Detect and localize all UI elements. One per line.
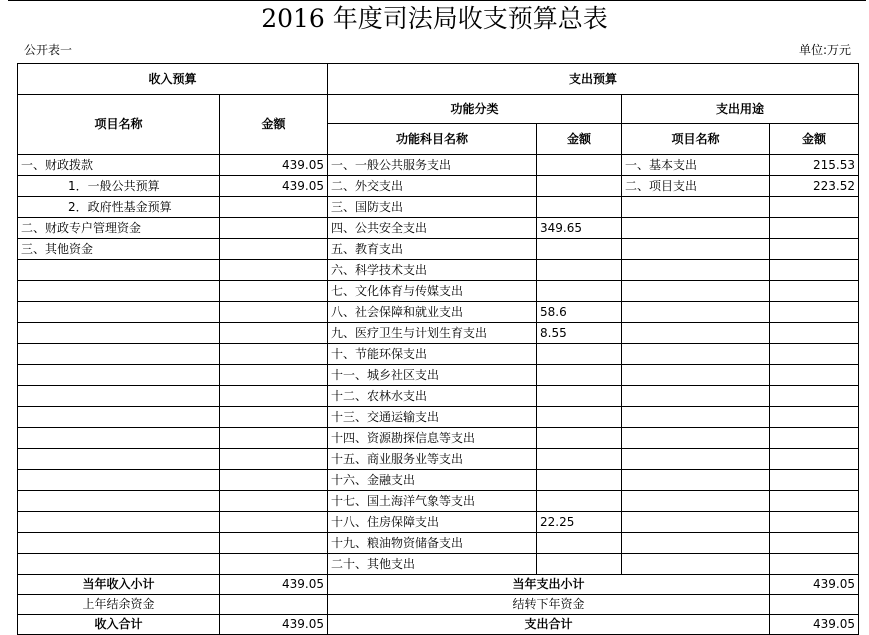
purpose-item-name-cell — [622, 281, 770, 302]
income-item-name-cell — [18, 407, 220, 428]
income-item-name-cell — [18, 344, 220, 365]
purpose-item-name-cell — [622, 260, 770, 281]
income-subtotal-value: 439.05 — [220, 575, 328, 595]
prior-balance-value — [220, 595, 328, 615]
table-row — [18, 386, 859, 407]
func-amount-cell — [537, 386, 622, 407]
purpose-item-name-cell — [622, 302, 770, 323]
income-amount-cell — [220, 470, 328, 491]
func-amount-cell — [537, 155, 622, 176]
table-row — [18, 323, 859, 344]
unit-note: 单位:万元 — [798, 43, 851, 57]
func-amount-cell — [537, 281, 622, 302]
func-subject-name-cell: 十七、国土海洋气象等支出 — [328, 491, 537, 512]
table-row — [18, 218, 859, 239]
func-amount-cell — [537, 470, 622, 491]
purpose-amount-cell — [770, 386, 859, 407]
func-amount-cell — [537, 533, 622, 554]
purpose-item-name-cell: 一、基本支出 — [622, 155, 770, 176]
expense-subtotal-label: 当年支出小计 — [328, 575, 770, 595]
purpose-amount-cell — [770, 554, 859, 575]
purpose-amount-cell — [770, 449, 859, 470]
purpose-item-name-cell — [622, 449, 770, 470]
table-row — [18, 281, 859, 302]
func-amount-cell — [537, 260, 622, 281]
budget-summary-table — [17, 63, 859, 635]
income-amount-cell — [220, 239, 328, 260]
expense-total-value: 439.05 — [770, 615, 859, 635]
functional-class-header: 功能分类 — [328, 95, 622, 124]
purpose-item-name-cell — [622, 344, 770, 365]
func-amount-cell: 8.55 — [537, 323, 622, 344]
table-row — [18, 491, 859, 512]
purpose-amount-cell — [770, 491, 859, 512]
func-subject-name-header: 功能科目名称 — [328, 124, 537, 155]
income-item-name-cell — [18, 470, 220, 491]
purpose-amount-cell — [770, 260, 859, 281]
func-subject-name-cell: 五、教育支出 — [328, 239, 537, 260]
func-amount-cell — [537, 428, 622, 449]
purpose-item-name-cell — [622, 407, 770, 428]
func-subject-name-cell: 十、节能环保支出 — [328, 344, 537, 365]
income-amount-cell: 439.05 — [220, 176, 328, 197]
func-amount-cell — [537, 491, 622, 512]
func-subject-name-cell: 四、公共安全支出 — [328, 218, 537, 239]
func-subject-name-cell: 十一、城乡社区支出 — [328, 365, 537, 386]
income-item-name-cell: 2．政府性基金预算 — [18, 197, 220, 218]
purpose-amount-cell: 223.52 — [770, 176, 859, 197]
expense-purpose-header: 支出用途 — [622, 95, 859, 124]
func-subject-name-cell: 八、社会保障和就业支出 — [328, 302, 537, 323]
purpose-item-name-cell — [622, 491, 770, 512]
table-row — [18, 176, 859, 197]
income-amount-cell — [220, 386, 328, 407]
income-item-name-cell — [18, 491, 220, 512]
carry-forward-label: 结转下年资金 — [328, 595, 770, 615]
purpose-item-name-cell — [622, 197, 770, 218]
table-row — [18, 155, 859, 176]
income-amount-cell — [220, 428, 328, 449]
income-item-name-cell — [18, 554, 220, 575]
func-amount-cell — [537, 554, 622, 575]
income-item-name-cell — [18, 449, 220, 470]
func-subject-name-cell: 十九、粮油物资储备支出 — [328, 533, 537, 554]
func-subject-name-cell: 二十、其他支出 — [328, 554, 537, 575]
purpose-amount-cell — [770, 218, 859, 239]
table-row — [18, 428, 859, 449]
table-row — [18, 239, 859, 260]
purpose-item-name-cell — [622, 428, 770, 449]
income-item-name-cell — [18, 533, 220, 554]
purpose-amount-cell — [770, 197, 859, 218]
func-amount-cell — [537, 239, 622, 260]
income-subtotal-label: 当年收入小计 — [18, 575, 220, 595]
func-subject-name-cell: 十四、资源勘探信息等支出 — [328, 428, 537, 449]
income-amount-cell: 439.05 — [220, 155, 328, 176]
func-amount-cell — [537, 344, 622, 365]
table-row — [18, 365, 859, 386]
income-item-name-cell — [18, 302, 220, 323]
purpose-item-name-cell — [622, 554, 770, 575]
func-amount-cell — [537, 365, 622, 386]
func-subject-name-cell: 七、文化体育与传媒支出 — [328, 281, 537, 302]
func-subject-name-cell: 十八、住房保障支出 — [328, 512, 537, 533]
func-subject-name-cell: 二、外交支出 — [328, 176, 537, 197]
purpose-amount-cell: 215.53 — [770, 155, 859, 176]
income-item-name-cell — [18, 512, 220, 533]
income-amount-cell — [220, 554, 328, 575]
income-amount-cell — [220, 365, 328, 386]
table-row — [18, 344, 859, 365]
purpose-amount-cell — [770, 428, 859, 449]
income-amount-cell — [220, 533, 328, 554]
table-row — [18, 407, 859, 428]
income-item-name-cell — [18, 260, 220, 281]
func-subject-name-cell: 三、国防支出 — [328, 197, 537, 218]
func-subject-name-cell: 十五、商业服务业等支出 — [328, 449, 537, 470]
income-amount-cell — [220, 260, 328, 281]
func-amount-cell — [537, 407, 622, 428]
header-row-1 — [18, 64, 859, 95]
income-amount-header: 金额 — [220, 95, 328, 155]
income-amount-cell — [220, 449, 328, 470]
expense-budget-header: 支出预算 — [328, 64, 859, 95]
income-amount-cell — [220, 512, 328, 533]
func-amount-cell: 349.65 — [537, 218, 622, 239]
purpose-amount-cell — [770, 323, 859, 344]
table-row — [18, 449, 859, 470]
table-row — [18, 470, 859, 491]
purpose-item-name-cell — [622, 512, 770, 533]
page-title: 2016 年度司法局收支预算总表 — [261, 4, 608, 33]
table-row — [18, 554, 859, 575]
balance-row — [18, 595, 859, 615]
table-row — [18, 197, 859, 218]
income-item-name-cell — [18, 281, 220, 302]
purpose-amount-cell — [770, 344, 859, 365]
income-amount-cell — [220, 407, 328, 428]
purpose-item-name-cell — [622, 239, 770, 260]
expense-subtotal-value: 439.05 — [770, 575, 859, 595]
income-total-value: 439.05 — [220, 615, 328, 635]
table-row — [18, 533, 859, 554]
header-row-2 — [18, 95, 859, 124]
purpose-amount-cell — [770, 365, 859, 386]
func-subject-name-cell: 一、一般公共服务支出 — [328, 155, 537, 176]
income-amount-cell — [220, 302, 328, 323]
func-amount-cell — [537, 176, 622, 197]
purpose-amount-cell — [770, 512, 859, 533]
table-row — [18, 302, 859, 323]
func-amount-cell: 58.6 — [537, 302, 622, 323]
income-item-name-cell: 一、财政拨款 — [18, 155, 220, 176]
top-rule — [8, 0, 866, 1]
func-amount-cell: 22.25 — [537, 512, 622, 533]
purpose-item-name-header: 项目名称 — [622, 124, 770, 155]
income-amount-cell — [220, 218, 328, 239]
income-item-name-cell: 二、财政专户管理资金 — [18, 218, 220, 239]
subtotal-row — [18, 575, 859, 595]
income-item-name-cell: 三、其他资金 — [18, 239, 220, 260]
purpose-item-name-cell — [622, 470, 770, 491]
purpose-item-name-cell — [622, 365, 770, 386]
income-amount-cell — [220, 344, 328, 365]
purpose-amount-cell — [770, 281, 859, 302]
prior-balance-label: 上年结余资金 — [18, 595, 220, 615]
table-row — [18, 260, 859, 281]
func-subject-name-cell: 十二、农林水支出 — [328, 386, 537, 407]
func-subject-name-cell: 九、医疗卫生与计划生育支出 — [328, 323, 537, 344]
func-subject-name-cell: 六、科学技术支出 — [328, 260, 537, 281]
income-item-name-cell — [18, 428, 220, 449]
income-item-name-header: 项目名称 — [18, 95, 220, 155]
purpose-item-name-cell — [622, 386, 770, 407]
purpose-amount-cell — [770, 302, 859, 323]
purpose-amount-header: 金额 — [770, 124, 859, 155]
income-item-name-cell — [18, 365, 220, 386]
expense-total-label: 支出合计 — [328, 615, 770, 635]
purpose-item-name-cell — [622, 533, 770, 554]
table-row — [18, 512, 859, 533]
carry-forward-value — [770, 595, 859, 615]
income-budget-header: 收入预算 — [18, 64, 328, 95]
func-amount-header: 金额 — [537, 124, 622, 155]
table-number-note: 公开表一 — [24, 43, 73, 57]
purpose-amount-cell — [770, 407, 859, 428]
func-amount-cell — [537, 449, 622, 470]
func-subject-name-cell: 十六、金融支出 — [328, 470, 537, 491]
purpose-item-name-cell — [622, 218, 770, 239]
func-amount-cell — [537, 197, 622, 218]
purpose-item-name-cell: 二、项目支出 — [622, 176, 770, 197]
income-amount-cell — [220, 323, 328, 344]
income-item-name-cell — [18, 386, 220, 407]
income-amount-cell — [220, 281, 328, 302]
income-amount-cell — [220, 197, 328, 218]
income-total-label: 收入合计 — [18, 615, 220, 635]
purpose-amount-cell — [770, 239, 859, 260]
purpose-amount-cell — [770, 470, 859, 491]
income-amount-cell — [220, 491, 328, 512]
func-subject-name-cell: 十三、交通运输支出 — [328, 407, 537, 428]
purpose-item-name-cell — [622, 323, 770, 344]
purpose-amount-cell — [770, 533, 859, 554]
income-item-name-cell: 1．一般公共预算 — [18, 176, 220, 197]
income-item-name-cell — [18, 323, 220, 344]
